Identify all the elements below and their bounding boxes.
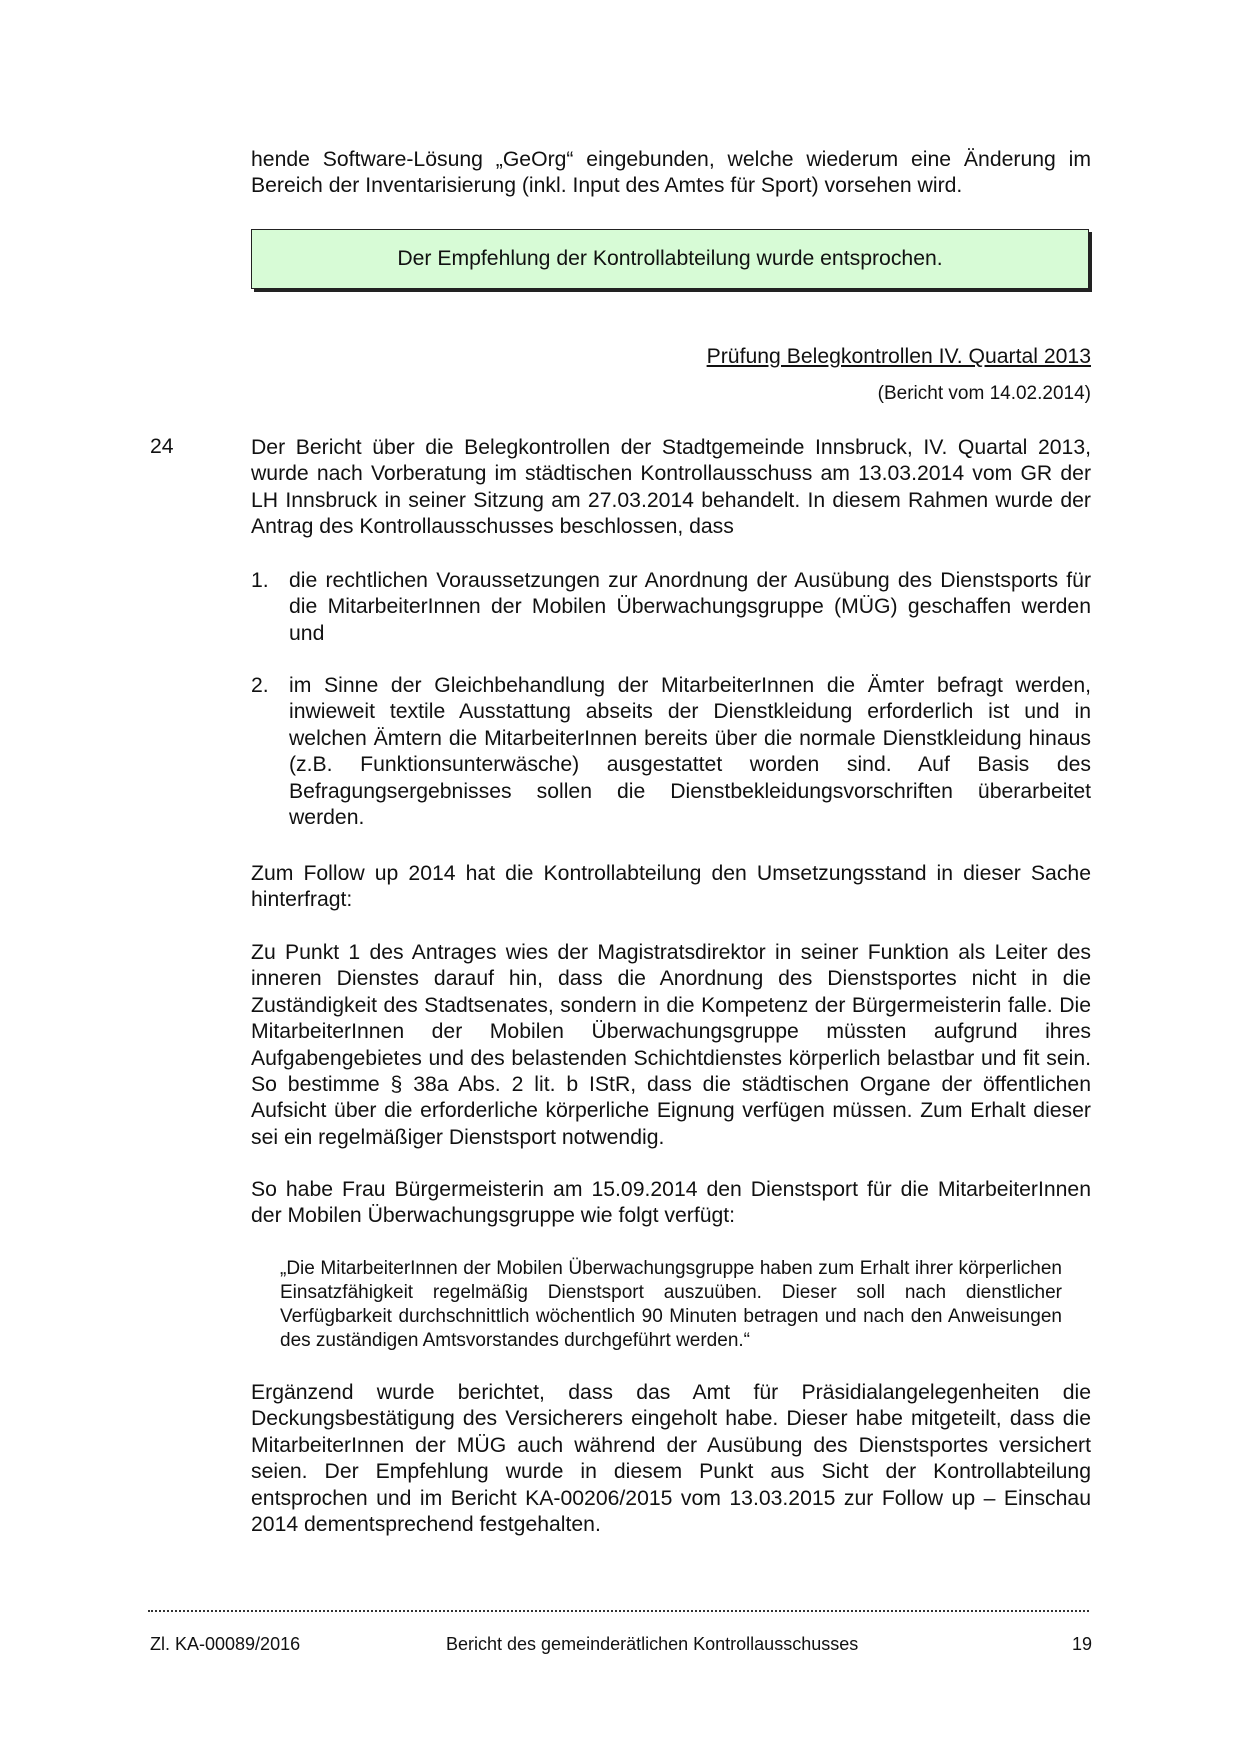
paragraph-4: So habe Frau Bürgermeisterin am 15.09.2014 den Dienstsport für die MitarbeiterInnen der Mobilen Überwachungsgruppe wie folgt verfügt: xyxy=(251,1178,1091,1228)
quote-block: „Die MitarbeiterInnen der Mobilen Überwachungsgruppe haben zum Erhalt ihrer körperlichen Einsatzfähigkeit regelmäßig Dienstsport auszuüben. Dieser soll nach dienstlicher Verfügbarkeit durchschnittlich wöchentlich 90 Minuten betragen und nach den Anweisungen des zuständigen Amtsvorstandes durchgeführt werden.“ xyxy=(280,1258,1062,1351)
recommendation-box xyxy=(251,229,1089,289)
paragraph-5: Ergänzend wurde berichtet, dass das Amt für Präsidialangelegenheiten die Deckungsbestätigung des Versicherers eingeholt habe. Dieser habe mitgeteilt, dass die MitarbeiterInnen der MÜG auch während der Ausübung des Dienstsportes versichert seien. Der Empfehlung wurde in diesem Punkt aus Sicht der Kontrollabteilung entsprochen und im Bericht KA-00206/2015 vom 13.03.2015 zur Follow up – Einschau 2014 dementsprechend festgehalten. xyxy=(251,1381,1091,1537)
intro-paragraph: hende Software-Lösung „GeOrg“ eingebunden, welche wiederum eine Änderung im Bereich der Inventarisierung (inkl. Input des Amtes für Sport) vorsehen wird. xyxy=(251,148,1091,198)
list-item-number: 2. xyxy=(251,674,269,697)
list-item xyxy=(251,568,1091,647)
list-item-text: im Sinne der Gleichbehandlung der MitarbeiterInnen die Ämter befragt werden, inwieweit textile Ausstattung abseits der Dienstkleidung erforderlich ist und in welchen Ämtern die MitarbeiterInnen bereits über die normale Dienstkleidung hinaus (z.B. Funktionsunterwäsche) ausgestattet worden sind. Auf Basis des Befragungsergebnisses sollen die Dienstbekleidungsvorschriften überarbeitet werden. xyxy=(289,674,1091,830)
recommendation-text: Der Empfehlung der Kontrollabteilung wurde entsprochen. xyxy=(397,247,943,270)
paragraph-1: Der Bericht über die Belegkontrollen der Stadtgemeinde Innsbruck, IV. Quartal 2013, wurde nach Vorberatung im städtischen Kontrollausschuss am 13.03.2014 vom GR der LH Innsbruck in seiner Sitzung am 27.03.2014 behandelt. In diesem Rahmen wurde der Antrag des Kontrollausschusses beschlossen, dass xyxy=(251,436,1091,539)
list-item-text: die rechtlichen Voraussetzungen zur Anordnung der Ausübung des Dienstsports für die MitarbeiterInnen der Mobilen Überwachungsgruppe (MÜG) geschaffen werden und xyxy=(289,569,1091,645)
footer-reference: Zl. KA-00089/2016 xyxy=(150,1634,301,1654)
list-item xyxy=(251,673,1091,831)
footer-title: Bericht des gemeinderätlichen Kontrollausschusses xyxy=(446,1634,859,1654)
paragraph-3: Zu Punkt 1 des Antrages wies der Magistratsdirektor in seiner Funktion als Leiter des inneren Dienstes darauf hin, dass die Anordnung des Dienstsportes nicht in die Zuständigkeit des Stadtsenates, sondern in die Kompetenz der Bürgermeisterin falle. Die MitarbeiterInnen der Mobilen Überwachungsgruppe müssten aufgrund ihres Aufgabengebietes und des belastenden Schichtdienstes körperlich belastbar und fit sein. So bestimme § 38a Abs. 2 lit. b IStR, dass die städtischen Organe der öffentlichen Aufsicht über die erforderliche körperliche Eignung verfügen müssen. Zum Erhalt dieser sei ein regelmäßiger Dienstsport notwendig. xyxy=(251,941,1091,1149)
section-subtitle: (Bericht vom 14.02.2014) xyxy=(877,383,1091,404)
list-item-number: 1. xyxy=(251,569,269,592)
paragraph-2: Zum Follow up 2014 hat die Kontrollabteilung den Umsetzungsstand in dieser Sache hinterfragt: xyxy=(251,862,1091,912)
section-title: Prüfung Belegkontrollen IV. Quartal 2013 xyxy=(706,345,1091,368)
page-number: 19 xyxy=(1071,1634,1092,1654)
paragraph-number: 24 xyxy=(150,435,174,458)
footer-divider xyxy=(148,1610,1089,1612)
